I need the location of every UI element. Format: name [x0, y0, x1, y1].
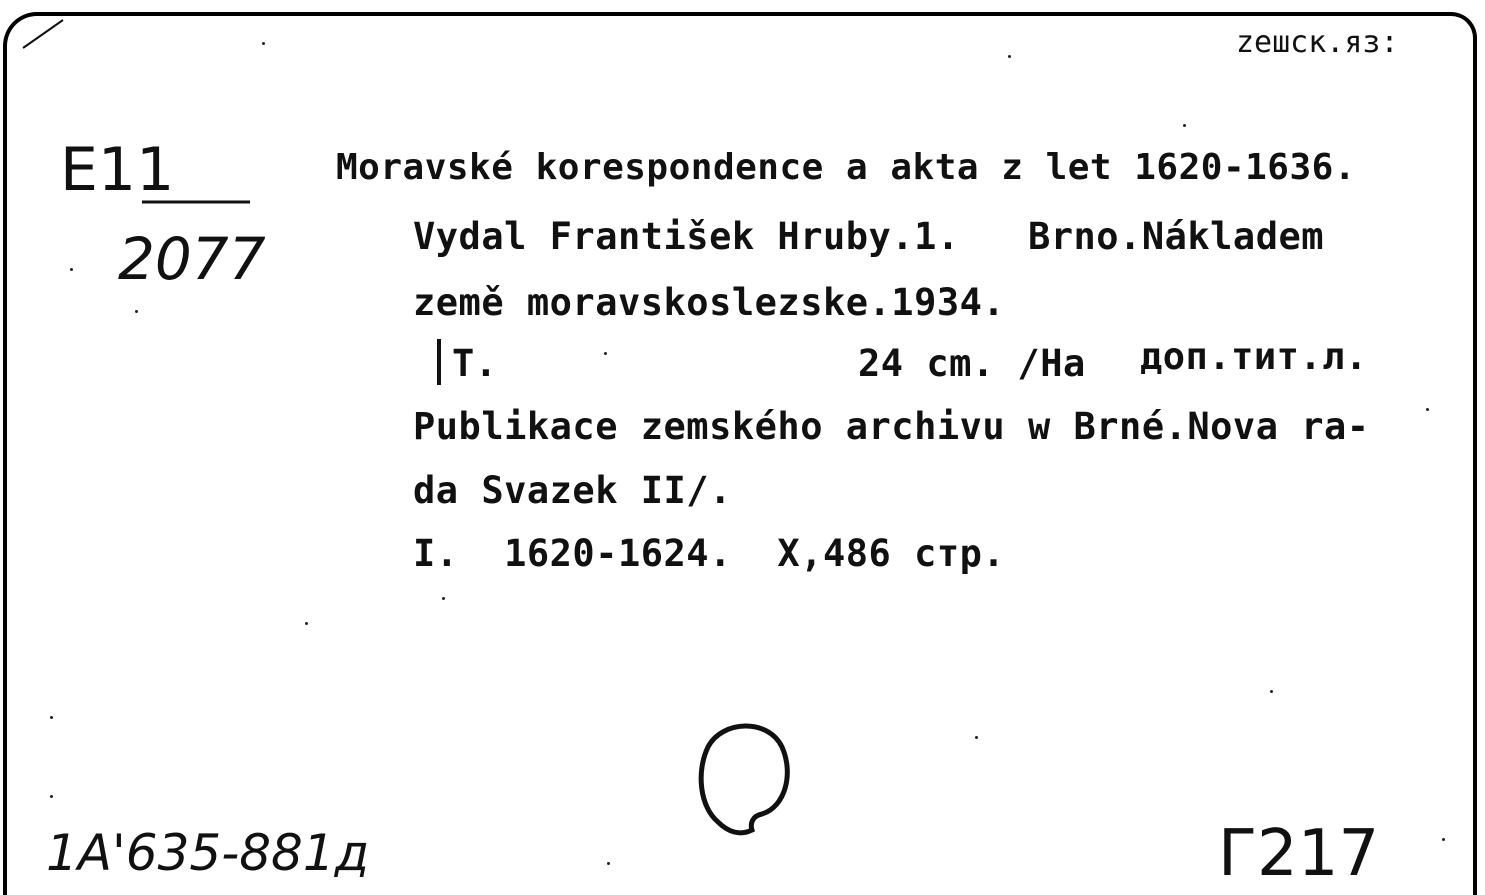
speck [70, 268, 73, 271]
shelf-mark-top: E11 [60, 135, 175, 205]
speck [1270, 690, 1273, 693]
accession-number: 1A'635-881д [46, 824, 370, 882]
speck [50, 795, 53, 798]
punch-hole [690, 712, 800, 842]
bottom-right-mark: Г217 [1218, 817, 1380, 891]
series-line: Publikace zemského archivu w Brné.Nova ra- [413, 405, 1370, 448]
corner-note: zeшск.яз: [1236, 25, 1399, 60]
speck [262, 42, 265, 45]
speck [50, 716, 53, 719]
publication-line: Vydal František Hruby.1. Brno.Nákladem [413, 215, 1325, 258]
publisher-line: země moravskoslezske.1934. [413, 281, 1006, 324]
speck [305, 622, 308, 625]
speck [975, 736, 978, 739]
speck [1008, 55, 1011, 58]
speck [1426, 408, 1429, 411]
speck [1442, 838, 1445, 841]
series-line-cont: da Svazek II/. [413, 469, 732, 512]
title-line: Moravské korespondence a akta z let 1620-1636. [336, 147, 1356, 188]
shelf-mark-underline [140, 197, 260, 207]
volume-bar [434, 337, 444, 387]
speck [1183, 124, 1186, 127]
corner-mark [18, 16, 78, 56]
pagination-line: I. 1620-1624. X,486 стр. [413, 532, 1006, 575]
speck [604, 352, 607, 355]
shelf-mark-number: 2077 [118, 225, 266, 293]
volume-marker: T. [452, 342, 498, 385]
speck [607, 862, 610, 865]
size-note: 24 cm. /На [858, 342, 1086, 385]
title-page-note: доп.тит.л. [1140, 335, 1368, 378]
speck [135, 310, 138, 313]
speck [442, 597, 445, 600]
